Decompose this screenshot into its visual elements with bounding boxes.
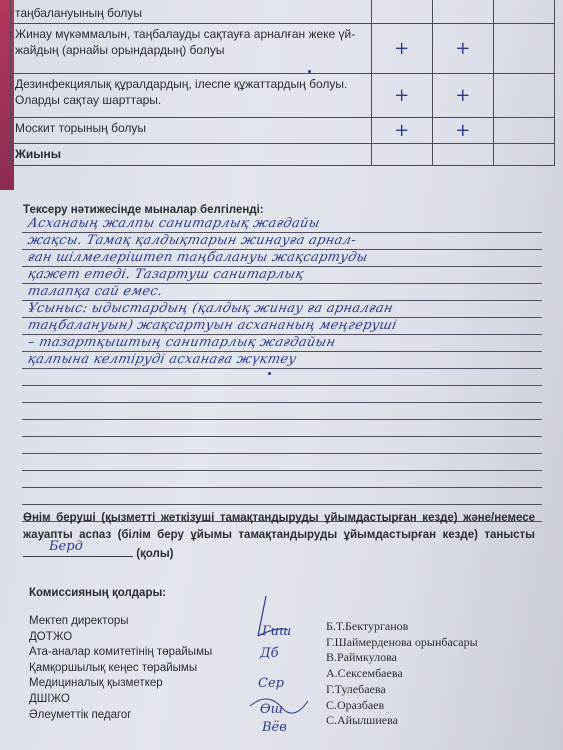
check-cell bbox=[493, 118, 554, 144]
row-label: таңбалануының болуы bbox=[11, 0, 372, 24]
check-cell: + bbox=[432, 74, 493, 118]
role-item: Қамқоршылық кеңес төрайымы bbox=[29, 661, 198, 674]
commission-roles bbox=[29, 614, 212, 723]
row-label: Жинау мүкәммалын, таңбалауды сақтауға арналған жеке үй-жайдың (арнайы орындардың) болуы bbox=[11, 24, 372, 74]
check-cell bbox=[493, 24, 554, 74]
handwritten-text: жақсы. Тамақ қалдықтарын жинауға арнал- bbox=[26, 233, 358, 248]
checklist-table bbox=[10, 0, 555, 166]
ruled-line bbox=[22, 488, 542, 505]
signature-blank bbox=[23, 539, 133, 557]
role-item: Әлеуметтік педагог bbox=[29, 708, 132, 721]
check-cell bbox=[493, 144, 554, 166]
name-item: С.Айылшиева bbox=[326, 713, 398, 728]
table-row bbox=[11, 118, 555, 144]
table-row bbox=[11, 74, 555, 118]
ruled-line bbox=[22, 335, 542, 352]
name-item: А.Сексембаева bbox=[326, 666, 403, 681]
check-cell: + bbox=[371, 74, 432, 118]
handwritten-text: қалпына келтіруді асханаға жүктеу bbox=[26, 352, 298, 367]
ink-dot bbox=[308, 70, 311, 73]
ruled-line bbox=[22, 301, 542, 318]
ruled-line bbox=[22, 386, 542, 403]
row-label: Жиыны bbox=[11, 144, 372, 166]
signature-deputy: Дб bbox=[260, 646, 279, 661]
handwritten-text: – тазартқыштың санитарлық жағдайын bbox=[26, 335, 337, 350]
role-item: Медициналық қызметкер bbox=[29, 677, 163, 690]
check-cell: + bbox=[371, 118, 432, 144]
findings-title: Тексеру нәтижесінде мыналар белгіленді: bbox=[23, 204, 264, 216]
check-cell bbox=[493, 0, 554, 24]
handwritten-text: талапқа сай емес. bbox=[26, 284, 165, 299]
row-label: Дезинфекциялық құралдардың, ілеспе құжаттардың болуы. Оларды сақтау шарттары. bbox=[11, 74, 372, 118]
handwritten-text: қажет етеді. Тазартуш санитарлық bbox=[26, 267, 306, 282]
handwritten-text: таңбалануын) жақсартуын асхананың меңгеруші bbox=[26, 318, 399, 333]
signature-parents: Сер bbox=[258, 676, 284, 691]
name-item: Г.Тулебаева bbox=[326, 681, 386, 696]
cook-signature: Берд bbox=[49, 539, 83, 554]
ruled-line bbox=[22, 250, 542, 267]
handwritten-text: ған шілмелеріштеп таңбалануы жақсартуды bbox=[26, 250, 370, 265]
ruled-line bbox=[22, 420, 542, 437]
ruled-line bbox=[22, 437, 542, 454]
ruled-line bbox=[22, 403, 542, 420]
check-cell: + bbox=[371, 24, 432, 74]
ruled-line bbox=[22, 233, 542, 250]
ruled-line bbox=[22, 284, 542, 301]
signature-pedagog: Вёв bbox=[262, 720, 287, 735]
ruled-line bbox=[22, 216, 542, 233]
table-row bbox=[11, 0, 555, 24]
signature-caption: (қолы) bbox=[136, 548, 174, 560]
signature-director: Гиш bbox=[262, 624, 292, 639]
ruled-line bbox=[22, 352, 542, 369]
check-cell: + bbox=[432, 24, 493, 74]
ruled-line bbox=[22, 267, 542, 284]
handwritten-text: Ұсыныс: ыдыстардың (қалдық жинау ға арналған bbox=[26, 301, 395, 316]
name-item: Г.Шаймерденова орынбасары bbox=[326, 634, 478, 649]
acknowledgement-paragraph bbox=[23, 510, 535, 563]
table-row bbox=[11, 24, 555, 74]
acknowledgement-text: Өнім беруші (қызметті жеткізуші тамақтандыруды ұйымдастырған кезде) және/немесе жауапты аспаз (білім беру ұйымы тамақтандыруды ұйымдастырған кезде) танысты bbox=[23, 512, 535, 541]
role-item: ДШІЖО bbox=[29, 692, 70, 705]
role-item: ДОТЖО bbox=[29, 630, 73, 643]
check-cell bbox=[371, 144, 432, 166]
ruled-line bbox=[22, 471, 542, 488]
ruled-line bbox=[22, 318, 542, 335]
check-cell bbox=[432, 144, 493, 166]
row-label: Москит торының болуы bbox=[11, 118, 372, 144]
check-cell: + bbox=[432, 118, 493, 144]
signature-medic: Өш bbox=[260, 702, 283, 717]
name-item: В.Раймкулова bbox=[326, 650, 397, 665]
commission-signatures bbox=[248, 596, 328, 741]
ink-dot bbox=[268, 372, 271, 375]
commission-title: Комиссияның қолдары: bbox=[29, 587, 167, 599]
ruled-line bbox=[22, 454, 542, 471]
handwritten-text: Асханаың жалпы санитарлық жағдайы bbox=[26, 216, 322, 231]
table-row bbox=[11, 144, 555, 166]
check-cell bbox=[432, 0, 493, 24]
check-cell bbox=[493, 74, 554, 118]
signature-strokes bbox=[248, 596, 328, 741]
name-item: Б.Т.Бектурганов bbox=[326, 619, 409, 633]
name-item: С.Оразбаев bbox=[326, 697, 385, 712]
role-item: Ата-аналар комитетінің төрайымы bbox=[29, 646, 213, 659]
findings-lines bbox=[22, 216, 542, 522]
ruled-line bbox=[22, 369, 542, 386]
role-item: Мектеп директоры bbox=[29, 615, 129, 627]
check-cell bbox=[371, 0, 432, 24]
commission-names bbox=[326, 619, 478, 729]
